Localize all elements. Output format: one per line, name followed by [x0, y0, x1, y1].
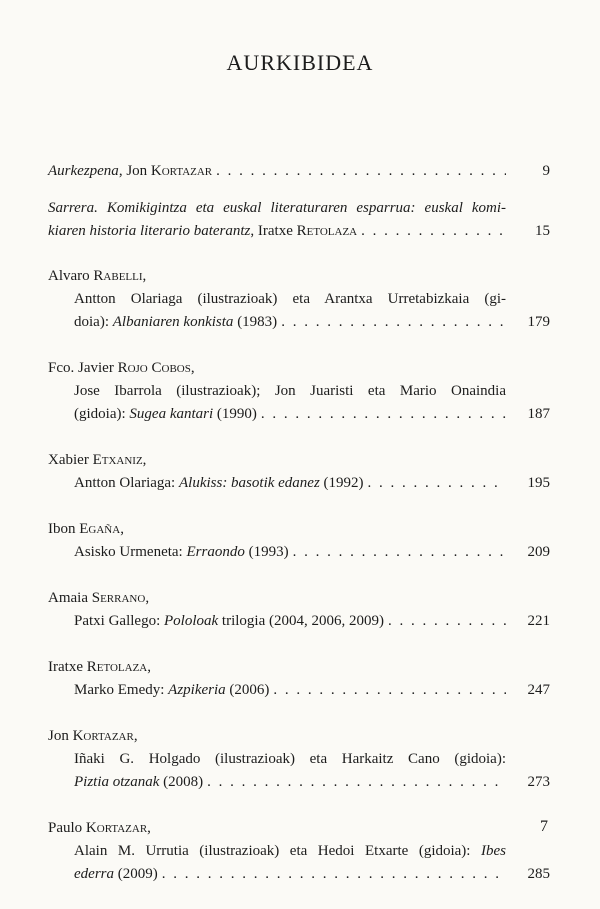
work-title: Piztia otzanak [74, 774, 160, 790]
toc-line: Aurkezpena, Jon Kortazar . . . 9 [48, 160, 550, 183]
page-number: 209 [527, 544, 550, 560]
work-title: Pololoak [164, 613, 219, 629]
dot-leader [261, 403, 506, 426]
entry-author: Paulo Kortazar, [48, 820, 151, 836]
work-title: Azpikeria [168, 682, 226, 698]
page-number: 179 [527, 314, 550, 330]
toc-line: Patxi Gallego: Pololoak trilogia (2004, 2006, 2009) . . . 221 [48, 610, 550, 633]
toc-entry [48, 656, 550, 702]
toc-entry [48, 357, 550, 426]
page-folio: 7 [540, 818, 548, 835]
page-number: 187 [527, 406, 550, 422]
dot-leader [216, 160, 506, 183]
entry-title: Aurkezpena [48, 163, 119, 179]
work-title: Albaniaren konkista [112, 314, 234, 330]
toc-entry [48, 160, 550, 183]
dot-leader [293, 541, 506, 564]
toc-entry [48, 449, 550, 495]
toc-line: Antton Olariaga (ilustrazioak) eta Arantxa Urretabizkaia (gi- [74, 291, 506, 307]
dot-leader [207, 771, 506, 794]
page-number: 15 [535, 223, 550, 239]
dot-leader [162, 863, 506, 886]
toc-intro [48, 160, 550, 266]
work-title: Sugea kantari [129, 406, 214, 422]
work-title: Erraondo [186, 544, 245, 560]
page-number: 273 [527, 774, 550, 790]
entry-author: Ibon Egaña, [48, 521, 124, 537]
toc-line: ederra (2009) . . . 285 [48, 863, 550, 886]
toc-line: kiaren historia literario baterantz, Iratxe Retolaza . . . 15 [48, 220, 550, 243]
dot-leader [273, 679, 506, 702]
entry-author: Alvaro Rabelli, [48, 268, 147, 284]
dot-leader [361, 220, 506, 243]
author-first: Iratxe [257, 223, 293, 239]
dot-leader [388, 610, 506, 633]
entry-author: Iratxe Retolaza, [48, 659, 151, 675]
toc-entry [48, 587, 550, 633]
page-number: 285 [527, 866, 550, 882]
page-number: 247 [527, 682, 550, 698]
toc-line: (gidoia): Sugea kantari (1990) . . . 187 [48, 403, 550, 426]
page-number: 221 [527, 613, 550, 629]
toc-line: Jose Ibarrola (ilustrazioak); Jon Juaristi eta Mario Onaindia [74, 383, 506, 399]
page-title: AURKIBIDEA [226, 50, 374, 75]
toc-line: Marko Emedy: Azpikeria (2006) . . . 247 [48, 679, 550, 702]
author-last: Retolaza [296, 223, 358, 239]
toc-entry [48, 197, 550, 243]
toc-line: Iñaki G. Holgado (ilustrazioak) eta Harkaitz Cano (gidoia): [74, 751, 506, 767]
toc-line: doia): Albaniaren konkista (1983) . . . 179 [48, 311, 550, 334]
toc-line: Alain M. Urrutia (ilustrazioak) eta Hedoi Etxarte (gidoia): Ibes [74, 843, 506, 859]
author-last: Kortazar [150, 163, 213, 179]
toc-entry [48, 265, 550, 334]
toc-main [48, 265, 550, 909]
toc-line: Sarrera. Komikigintza eta euskal literaturaren esparrua: euskal komi- [48, 200, 506, 216]
page-number: 9 [542, 163, 550, 179]
work-title: Alukiss: basotik edanez [178, 475, 320, 491]
entry-author: Fco. Javier Rojo Cobos, [48, 360, 195, 376]
entry-author: Xabier Etxaniz, [48, 452, 147, 468]
work-title: ederra [74, 866, 114, 882]
entry-author: Jon Kortazar, [48, 728, 138, 744]
entry-author: Amaia Serrano, [48, 590, 150, 606]
dot-leader [368, 472, 506, 495]
page-number: 195 [527, 475, 550, 491]
entry-title: kiaren historia literario baterantz [48, 223, 251, 239]
toc-entry [48, 817, 550, 886]
dot-leader [281, 311, 506, 334]
toc-entry [48, 518, 550, 564]
toc-line: Asisko Urmeneta: Erraondo (1993) . . . 209 [48, 541, 550, 564]
toc-entry [48, 725, 550, 794]
author-first: Jon [126, 163, 148, 179]
toc-line: Antton Olariaga: Alukiss: basotik edanez (1992) . . . 195 [48, 472, 550, 495]
toc-line: Piztia otzanak (2008) . . . 273 [48, 771, 550, 794]
work-title: Ibes [481, 843, 506, 859]
